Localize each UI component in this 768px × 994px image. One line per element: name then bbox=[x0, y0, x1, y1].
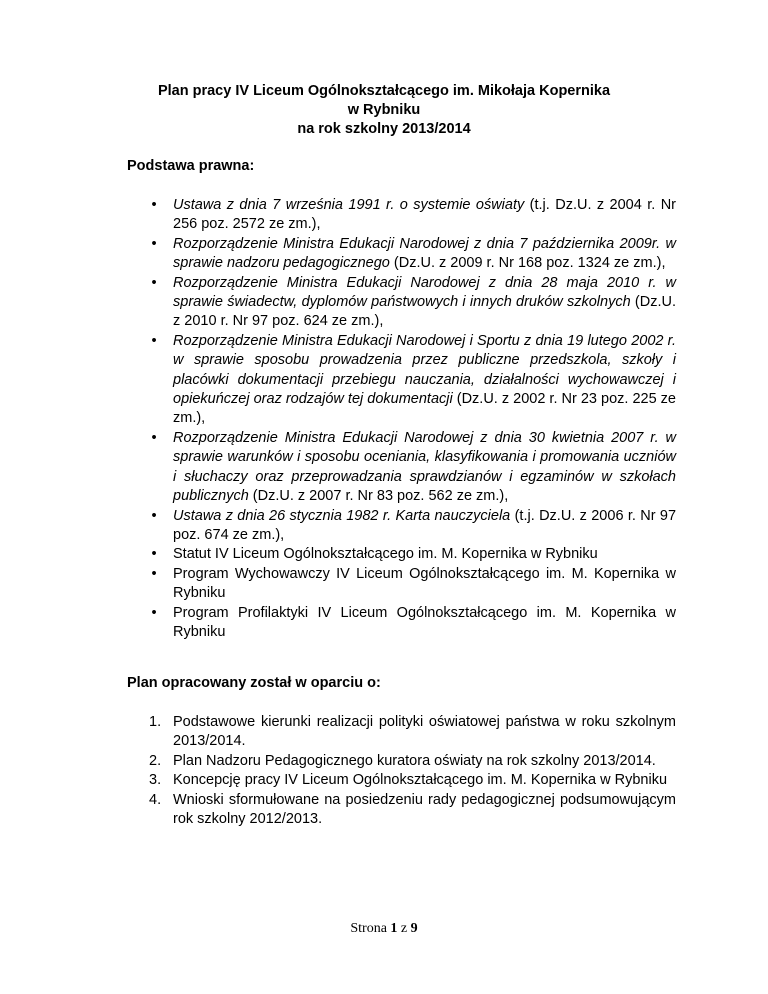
list-item: • Statut IV Liceum Ogólnokształcącego im. M. Kopernika w Rybniku bbox=[127, 545, 676, 564]
list-item: 2. Plan Nadzoru Pedagogicznego kuratora oświaty na rok szkolny 2013/2014. bbox=[127, 752, 676, 771]
page-footer bbox=[0, 921, 768, 937]
list-item: • Rozporządzenie Ministra Edukacji Narodowej z dnia 28 maja 2010 r. w sprawie świadectw, dyplomów państwowych i innych druków szkolnych (Dz.U. z 2010 r. Nr 97 poz. 624 ze zm.), bbox=[127, 274, 676, 332]
legal-basis-list bbox=[127, 196, 676, 642]
bullet-icon: • bbox=[151, 274, 157, 291]
list-item: • Program Profilaktyki IV Liceum Ogólnokształcącego im. M. Kopernika w Rybniku bbox=[127, 604, 676, 643]
list-item: • Ustawa z dnia 7 września 1991 r. o systemie oświaty (t.j. Dz.U. z 2004 r. Nr 256 poz. 2572 ze zm.), bbox=[127, 196, 676, 235]
item-number: 1. bbox=[149, 714, 162, 730]
list-item: • Rozporządzenie Ministra Edukacji Narodowej i Sportu z dnia 19 lutego 2002 r. w sprawie sposobu prowadzenia przez publiczne przedszkola, szkoły i placówki dokumentacji przebiegu nauczania, działalności wychowawczej i opiekuńczej oraz rodzajów tej dokumentacji (Dz.U. z 2002 r. Nr 23 poz. 225 ze zm.), bbox=[127, 332, 676, 429]
basis-list bbox=[127, 713, 676, 829]
item-number: 2. bbox=[149, 752, 162, 769]
legal-basis-heading: Podstawa prawna: bbox=[127, 158, 255, 174]
title-line-1: Plan pracy IV Liceum Ogólnokształcącego im. Mikołaja Kopernika bbox=[157, 83, 611, 99]
bullet-icon: • bbox=[151, 565, 157, 582]
title-line-2: w Rybniku bbox=[347, 102, 421, 118]
bullet-icon: • bbox=[151, 197, 157, 213]
footer-prefix: Strona bbox=[350, 921, 387, 936]
item-number: 4. bbox=[149, 791, 162, 808]
footer-total-pages: 9 bbox=[410, 921, 418, 936]
list-item: • Rozporządzenie Ministra Edukacji Narodowej z dnia 30 kwietnia 2007 r. w sprawie warunków i sposobu oceniania, klasyfikowania i promowania uczniów i słuchaczy oraz przeprowadzania sprawdzianów i egzaminów w szkołach publicznych (Dz.U. z 2007 r. Nr 83 poz. 562 ze zm.), bbox=[127, 429, 676, 507]
list-item: • Program Wychowawczy IV Liceum Ogólnokształcącego im. M. Kopernika w Rybniku bbox=[127, 565, 676, 604]
basis-heading: Plan opracowany został w oparciu o: bbox=[127, 675, 381, 691]
bullet-icon: • bbox=[151, 235, 157, 252]
list-item: • Ustawa z dnia 26 stycznia 1982 r. Karta nauczyciela (t.j. Dz.U. z 2006 r. Nr 97 poz. 674 ze zm.), bbox=[127, 507, 676, 546]
list-item: 4. Wnioski sformułowane na posiedzeniu rady pedagogicznej podsumowującym rok szkolny 2012/2013. bbox=[149, 791, 676, 828]
list-item: • Rozporządzenie Ministra Edukacji Narodowej z dnia 7 października 2009r. w sprawie nadzoru pedagogicznego (Dz.U. z 2009 r. Nr 168 poz. 1324 ze zm.), bbox=[127, 235, 676, 274]
list-item: 1. Podstawowe kierunki realizacji polityki oświatowej państwa w roku szkolnym 2013/2014. bbox=[149, 714, 676, 750]
bullet-icon: • bbox=[151, 429, 157, 446]
footer-separator: z bbox=[400, 921, 408, 936]
item-number: 3. bbox=[149, 772, 162, 789]
footer-page-number: 1 bbox=[390, 921, 398, 936]
title-line-3: na rok szkolny 2013/2014 bbox=[297, 121, 471, 137]
bullet-icon: • bbox=[151, 332, 157, 349]
document-title bbox=[100, 82, 668, 139]
list-item: 3. Koncepcję pracy IV Liceum Ogólnokształcącego im. M. Kopernika w Rybniku bbox=[127, 771, 676, 790]
bullet-icon: • bbox=[151, 507, 157, 524]
bullet-icon: • bbox=[151, 546, 157, 563]
bullet-icon: • bbox=[151, 604, 157, 621]
